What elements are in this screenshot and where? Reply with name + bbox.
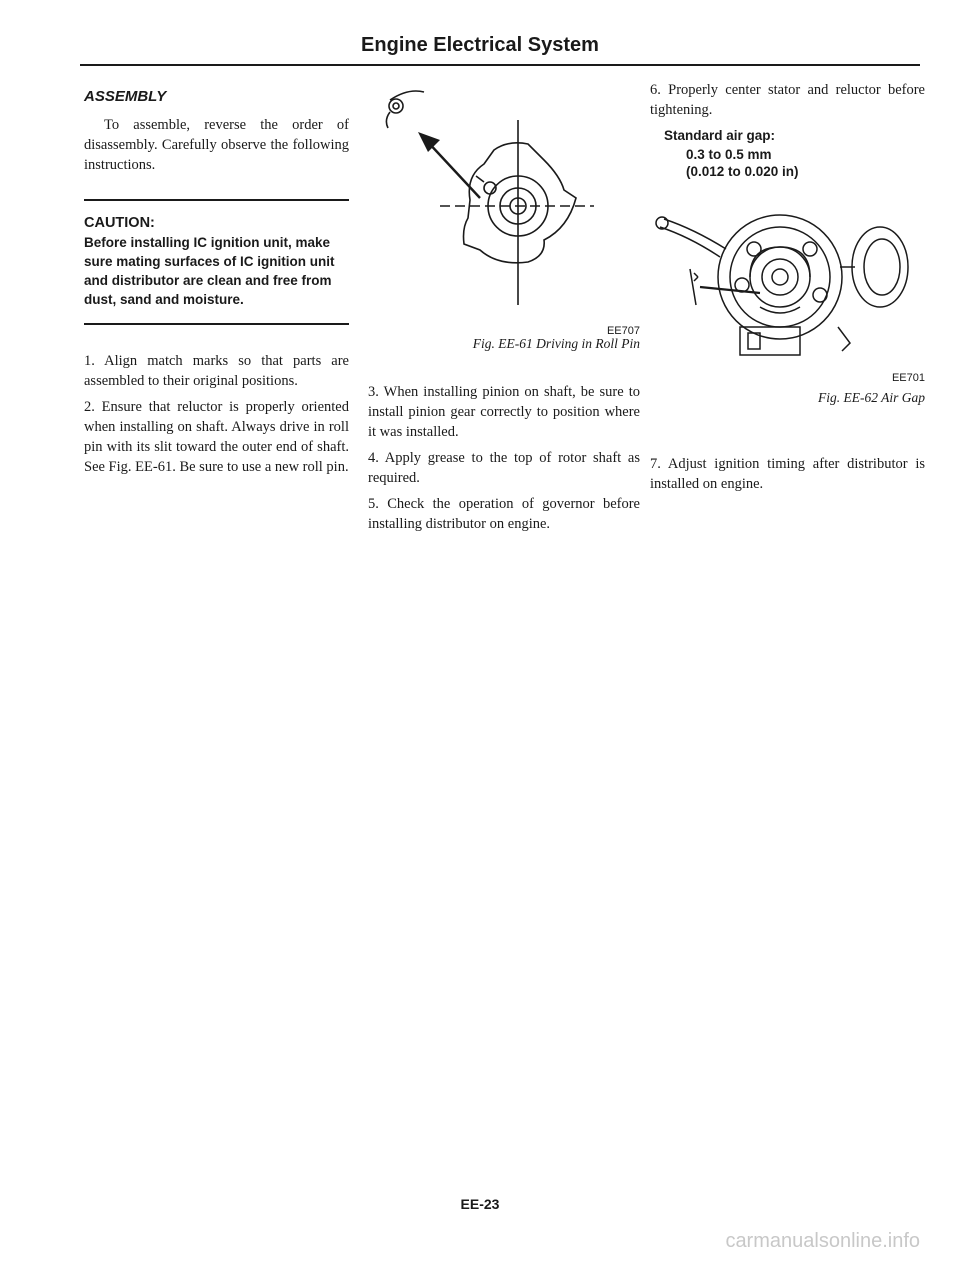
spec-label: Standard air gap: [664,128,776,143]
page-title: Engine Electrical System [361,34,599,56]
caution-title: CAUTION: [84,215,155,231]
figure-ee61 [368,80,640,337]
watermark: carmanualsonline.info [725,1230,920,1252]
figure-caption: Fig. EE-61 Driving in Roll Pin [472,336,640,351]
right-column [650,80,925,500]
caution-text: Before installing IC ignition unit, make sure mating surfaces of IC ignition unit and distributor are clean and free from dust, sand and moisture. [84,235,335,307]
instruction-item-5: 5. Check the operation of governor before installing distributor on engine. [368,496,640,532]
section-title: ASSEMBLY [84,88,167,105]
middle-instructions [368,382,640,534]
spec-value-in: (0.012 to 0.020 in) [686,164,799,179]
air-gap-illustration [650,197,925,372]
caution-bottom-rule [84,323,349,325]
figure-code-ee701: EE701 [891,372,925,384]
instruction-item-1: 1. Align match marks so that parts are assembled to their original positions. [84,353,349,389]
instruction-item-6: 6. Properly center stator and reluctor before tightening. [650,82,925,118]
roll-pin-illustration [368,80,640,320]
left-column [84,80,349,483]
header-rule [80,64,920,66]
intro-paragraph: To assemble, reverse the order of disassembly. Carefully observe the following instructions. [84,117,349,173]
instruction-item-3: 3. When installing pinion on shaft, be sure to install pinion gear correctly to position where it was installed. [368,384,640,440]
middle-column [368,80,640,540]
instruction-item-7: 7. Adjust ignition timing after distributor is installed on engine. [650,456,925,492]
instruction-item-2: 2. Ensure that reluctor is properly oriented when installing on shaft. Always drive in roll pin with its slit toward the outer end of shaft. See Fig. EE-61. Be sure to use a new roll pin. [84,399,349,475]
caution-top-rule [84,199,349,201]
figure-ee62 [650,197,925,372]
instruction-item-4: 4. Apply grease to the top of rotor shaft as required. [368,450,640,486]
page-number: EE-23 [460,1196,500,1212]
spec-value-mm: 0.3 to 0.5 mm [686,147,772,162]
figure-code: EE707 [606,325,640,337]
figure-caption-ee62: Fig. EE-62 Air Gap [818,390,925,405]
